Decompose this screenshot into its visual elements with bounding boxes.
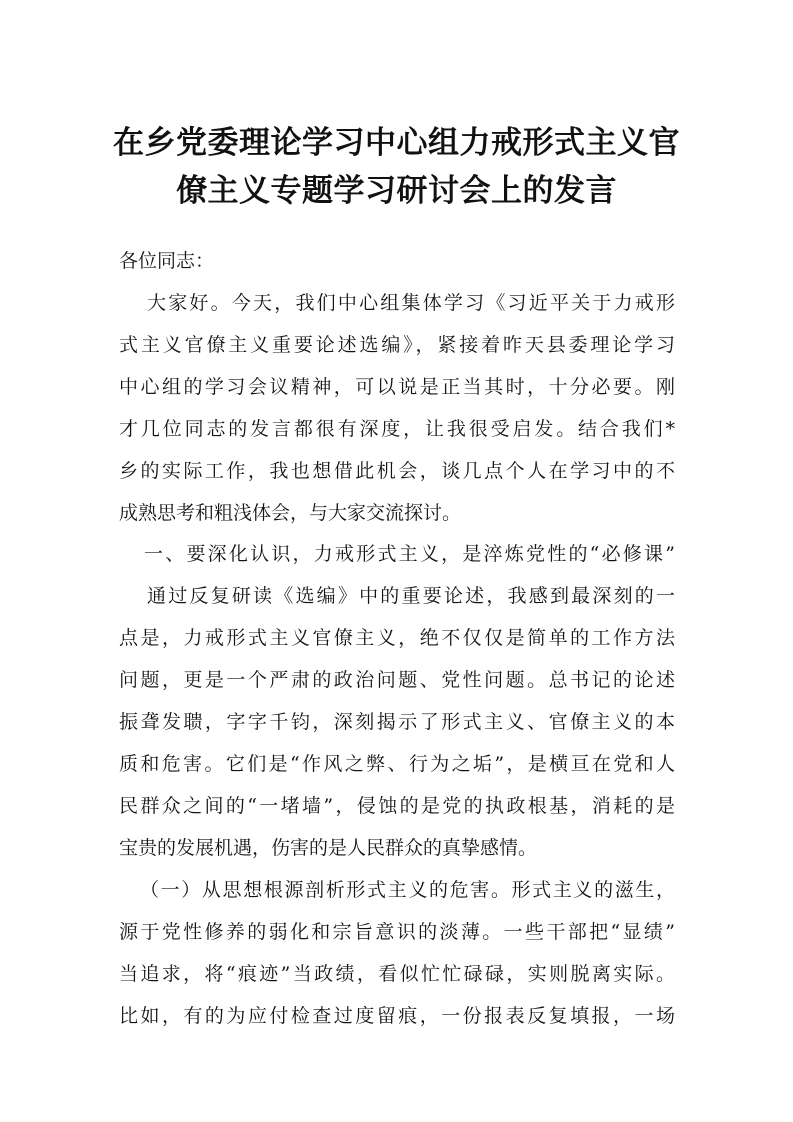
- paragraph-line: 民群众之间的“一堵墙”，侵蚀的是党的执政根基，消耗的是: [119, 795, 675, 817]
- paragraph-line: 通过反复研读《选编》中的重要论述，我感到最深刻的一: [147, 585, 675, 607]
- paragraph-line: 点是，力戒形式主义官僚主义，绝不仅仅是简单的工作方法: [119, 627, 675, 649]
- paragraph-line: 中心组的学习会议精神，可以说是正当其时，十分必要。刚: [119, 376, 675, 398]
- paragraph-line: 源于党性修养的弱化和宗旨意识的淡薄。一些干部把“显绩”: [119, 921, 675, 943]
- paragraph-line: 大家好。今天，我们中心组集体学习《习近平关于力戒形: [147, 292, 675, 314]
- document-title-line-2: 僚主义专题学习研讨会上的发言: [176, 173, 617, 209]
- paragraph-line: 问题，更是一个严肃的政治问题、党性问题。总书记的论述: [119, 669, 675, 691]
- paragraph-line: 质和危害。它们是“作风之弊、行为之垢”，是横亘在党和人: [119, 753, 675, 775]
- document-title-line-1: 在乡党委理论学习中心组力戒形式主义官: [113, 125, 680, 161]
- paragraph-line: 振聋发聩，字字千钧，深刻揭示了形式主义、官僚主义的本: [119, 711, 675, 733]
- paragraph-line: 成熟思考和粗浅体会，与大家交流探讨。: [119, 502, 462, 524]
- paragraph-line: 才几位同志的发言都很有深度，让我很受启发。结合我们*: [119, 418, 675, 440]
- salutation: 各位同志：: [119, 250, 215, 272]
- paragraph-line: 式主义官僚主义重要论述选编》，紧接着昨天县委理论学习: [119, 334, 675, 356]
- paragraph-line: 乡的实际工作，我也想借此机会，谈几点个人在学习中的不: [119, 460, 675, 482]
- section-heading: 一、要深化认识，力戒形式主义，是淬炼党性的“必修课”: [144, 543, 675, 565]
- paragraph-line: 比如，有的为应付检查过度留痕，一份报表反复填报，一场: [119, 1005, 675, 1027]
- paragraph-line: （一）从思想根源剖析形式主义的危害。形式主义的滋生，: [140, 879, 675, 901]
- paragraph-line: 当追求，将“痕迹”当政绩，看似忙忙碌碌，实则脱离实际。: [119, 963, 675, 985]
- paragraph-line: 宝贵的发展机遇，伤害的是人民群众的真挚感情。: [119, 837, 538, 859]
